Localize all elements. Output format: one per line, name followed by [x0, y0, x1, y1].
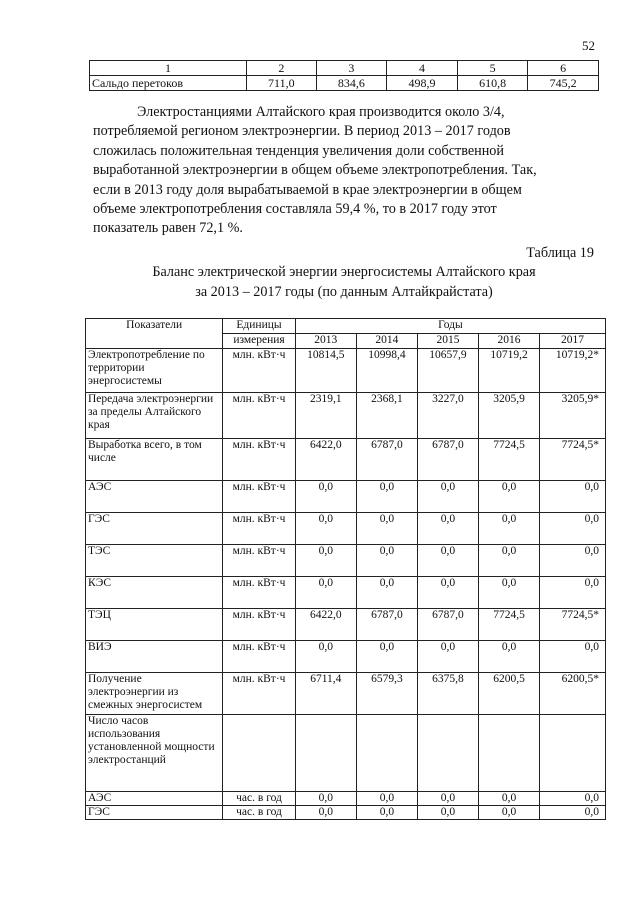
value-cell: 0,0	[479, 641, 540, 673]
top-header-cell: 4	[387, 61, 458, 76]
top-row-value: 610,8	[457, 76, 528, 91]
value-cell: 6787,0	[356, 609, 417, 641]
unit-cell: млн. кВт·ч	[223, 609, 295, 641]
value-cell: 0,0	[295, 792, 356, 806]
table-row	[86, 577, 606, 609]
indicator-cell: ТЭС	[86, 545, 223, 577]
table-row	[86, 792, 606, 806]
value-cell: 3227,0	[417, 393, 478, 439]
value-cell: 0,0	[479, 806, 540, 820]
unit-cell: млн. кВт·ч	[223, 513, 295, 545]
top-row-value: 711,0	[247, 76, 317, 91]
year-cell: 2015	[417, 334, 478, 349]
value-cell: 10998,4	[356, 349, 417, 393]
top-header-cell: 3	[316, 61, 387, 76]
value-cell: 0,0	[479, 481, 540, 513]
value-cell: 0,0	[295, 481, 356, 513]
value-cell: 6375,8	[417, 673, 478, 715]
header-units-line-2: измерения	[223, 334, 295, 349]
table-row	[86, 349, 606, 393]
value-cell: 6711,4	[295, 673, 356, 715]
indicator-cell: Получение электроэнергии из смежных энергосистем	[86, 673, 223, 715]
indicator-cell: ТЭЦ	[86, 609, 223, 641]
caption-line: Баланс электрической энергии энергосистемы Алтайского края	[152, 264, 536, 280]
top-row-value: 745,2	[528, 76, 599, 91]
value-cell: 0,0	[295, 545, 356, 577]
table-row	[86, 609, 606, 641]
paragraph-line: если в 2013 году доля вырабатываемой в крае электроэнергии в общем	[93, 181, 522, 198]
value-cell: 7724,5	[479, 609, 540, 641]
table-row	[86, 393, 606, 439]
table-row	[86, 641, 606, 673]
table-body	[86, 349, 606, 820]
unit-cell: млн. кВт·ч	[223, 641, 295, 673]
value-cell: 0,0	[417, 577, 478, 609]
value-cell: 2319,1	[295, 393, 356, 439]
unit-cell: млн. кВт·ч	[223, 439, 295, 481]
caption-line: за 2013 – 2017 годы (по данным Алтайкрайстата)	[195, 284, 493, 300]
unit-cell: час. в год	[223, 792, 295, 806]
top-header-cell: 6	[528, 61, 599, 76]
value-cell: 10814,5	[295, 349, 356, 393]
value-cell	[356, 715, 417, 792]
value-cell	[417, 715, 478, 792]
value-cell: 2368,1	[356, 393, 417, 439]
unit-cell: час. в год	[223, 806, 295, 820]
value-cell: 6787,0	[356, 439, 417, 481]
unit-cell: млн. кВт·ч	[223, 393, 295, 439]
value-cell: 0,0	[356, 545, 417, 577]
value-cell: 3205,9	[479, 393, 540, 439]
value-cell: 0,0	[295, 513, 356, 545]
value-cell: 0,0	[417, 806, 478, 820]
value-cell	[295, 715, 356, 792]
value-cell: 7724,5*	[540, 609, 606, 641]
value-cell: 7724,5	[479, 439, 540, 481]
top-row-label: Сальдо перетоков	[90, 76, 247, 91]
top-row-value: 834,6	[316, 76, 387, 91]
value-cell: 0,0	[417, 792, 478, 806]
value-cell: 0,0	[540, 641, 606, 673]
value-cell: 0,0	[356, 641, 417, 673]
body-paragraph	[93, 103, 595, 239]
value-cell: 0,0	[295, 577, 356, 609]
unit-cell: млн. кВт·ч	[223, 481, 295, 513]
paragraph-line: потребляемой регионом электроэнергии. В период 2013 – 2017 годов	[93, 123, 511, 140]
value-cell: 6787,0	[417, 609, 478, 641]
unit-cell	[223, 715, 295, 792]
value-cell: 6422,0	[295, 609, 356, 641]
value-cell	[540, 715, 606, 792]
header-units-line-1: Единицы	[223, 319, 295, 334]
indicator-cell: Электропотребление по территории энергосистемы	[86, 349, 223, 393]
value-cell: 0,0	[540, 806, 606, 820]
unit-cell: млн. кВт·ч	[223, 349, 295, 393]
value-cell: 10719,2	[479, 349, 540, 393]
paragraph-line: объеме электропотребления составляла 59,4 %, то в 2017 году этот	[93, 201, 497, 218]
unit-cell: млн. кВт·ч	[223, 545, 295, 577]
table-row	[86, 715, 606, 792]
value-cell: 0,0	[479, 792, 540, 806]
value-cell: 0,0	[417, 545, 478, 577]
value-cell: 0,0	[540, 513, 606, 545]
paragraph-line: показатель равен 72,1 %.	[93, 220, 243, 237]
value-cell: 0,0	[479, 513, 540, 545]
table-caption	[89, 262, 599, 302]
paragraph-line: Электростанциями Алтайского края производится около 3/4,	[137, 104, 505, 120]
indicator-cell: КЭС	[86, 577, 223, 609]
indicator-cell: Число часов использования установленной мощности электростанций	[86, 715, 223, 792]
table-number-label: Таблица 19	[526, 245, 594, 261]
value-cell: 0,0	[540, 577, 606, 609]
top-row-value: 498,9	[387, 76, 458, 91]
value-cell: 0,0	[417, 641, 478, 673]
value-cell: 0,0	[356, 513, 417, 545]
value-cell: 3205,9*	[540, 393, 606, 439]
indicator-cell: ГЭС	[86, 513, 223, 545]
year-cell: 2014	[356, 334, 417, 349]
header-indicators: Показатели	[86, 319, 223, 349]
unit-cell: млн. кВт·ч	[223, 577, 295, 609]
energy-balance-table	[85, 318, 606, 820]
value-cell: 10719,2*	[540, 349, 606, 393]
value-cell: 0,0	[356, 577, 417, 609]
paragraph-line: сложилась положительная тенденция увеличения доли собственной	[93, 142, 504, 159]
value-cell: 0,0	[295, 806, 356, 820]
value-cell: 0,0	[356, 792, 417, 806]
table-row	[86, 806, 606, 820]
table-row	[86, 545, 606, 577]
paragraph-line: выработанной электроэнергии в общем объеме электропотребления. Так,	[93, 162, 537, 179]
top-header-cell: 1	[90, 61, 247, 76]
indicator-cell: Выработка всего, в том числе	[86, 439, 223, 481]
value-cell: 6579,3	[356, 673, 417, 715]
value-cell: 6200,5*	[540, 673, 606, 715]
value-cell: 6422,0	[295, 439, 356, 481]
indicator-cell: ВИЭ	[86, 641, 223, 673]
value-cell: 0,0	[417, 513, 478, 545]
value-cell: 0,0	[356, 481, 417, 513]
table-row	[86, 439, 606, 481]
year-cell: 2016	[479, 334, 540, 349]
indicator-cell: АЭС	[86, 792, 223, 806]
year-cell: 2013	[295, 334, 356, 349]
year-cell: 2017	[540, 334, 606, 349]
unit-cell: млн. кВт·ч	[223, 673, 295, 715]
table-row	[86, 481, 606, 513]
value-cell: 0,0	[540, 792, 606, 806]
value-cell: 6200,5	[479, 673, 540, 715]
value-cell: 10657,9	[417, 349, 478, 393]
value-cell: 0,0	[479, 545, 540, 577]
value-cell: 0,0	[540, 481, 606, 513]
value-cell: 0,0	[356, 806, 417, 820]
header-years: Годы	[295, 319, 605, 334]
value-cell: 0,0	[417, 481, 478, 513]
value-cell: 0,0	[295, 641, 356, 673]
top-table-row	[90, 76, 599, 91]
indicator-cell: ГЭС	[86, 806, 223, 820]
indicator-cell: Передача электроэнергии за пределы Алтайского края	[86, 393, 223, 439]
table-row	[86, 513, 606, 545]
top-header-cell: 2	[247, 61, 317, 76]
value-cell: 0,0	[540, 545, 606, 577]
value-cell: 7724,5*	[540, 439, 606, 481]
top-table-header-row	[90, 61, 599, 76]
value-cell: 6787,0	[417, 439, 478, 481]
table-header-row	[86, 319, 606, 334]
indicator-cell: АЭС	[86, 481, 223, 513]
top-continuation-table	[89, 60, 599, 91]
top-header-cell: 5	[457, 61, 528, 76]
value-cell	[479, 715, 540, 792]
value-cell: 0,0	[479, 577, 540, 609]
page-number: 52	[582, 38, 595, 53]
table-row	[86, 673, 606, 715]
